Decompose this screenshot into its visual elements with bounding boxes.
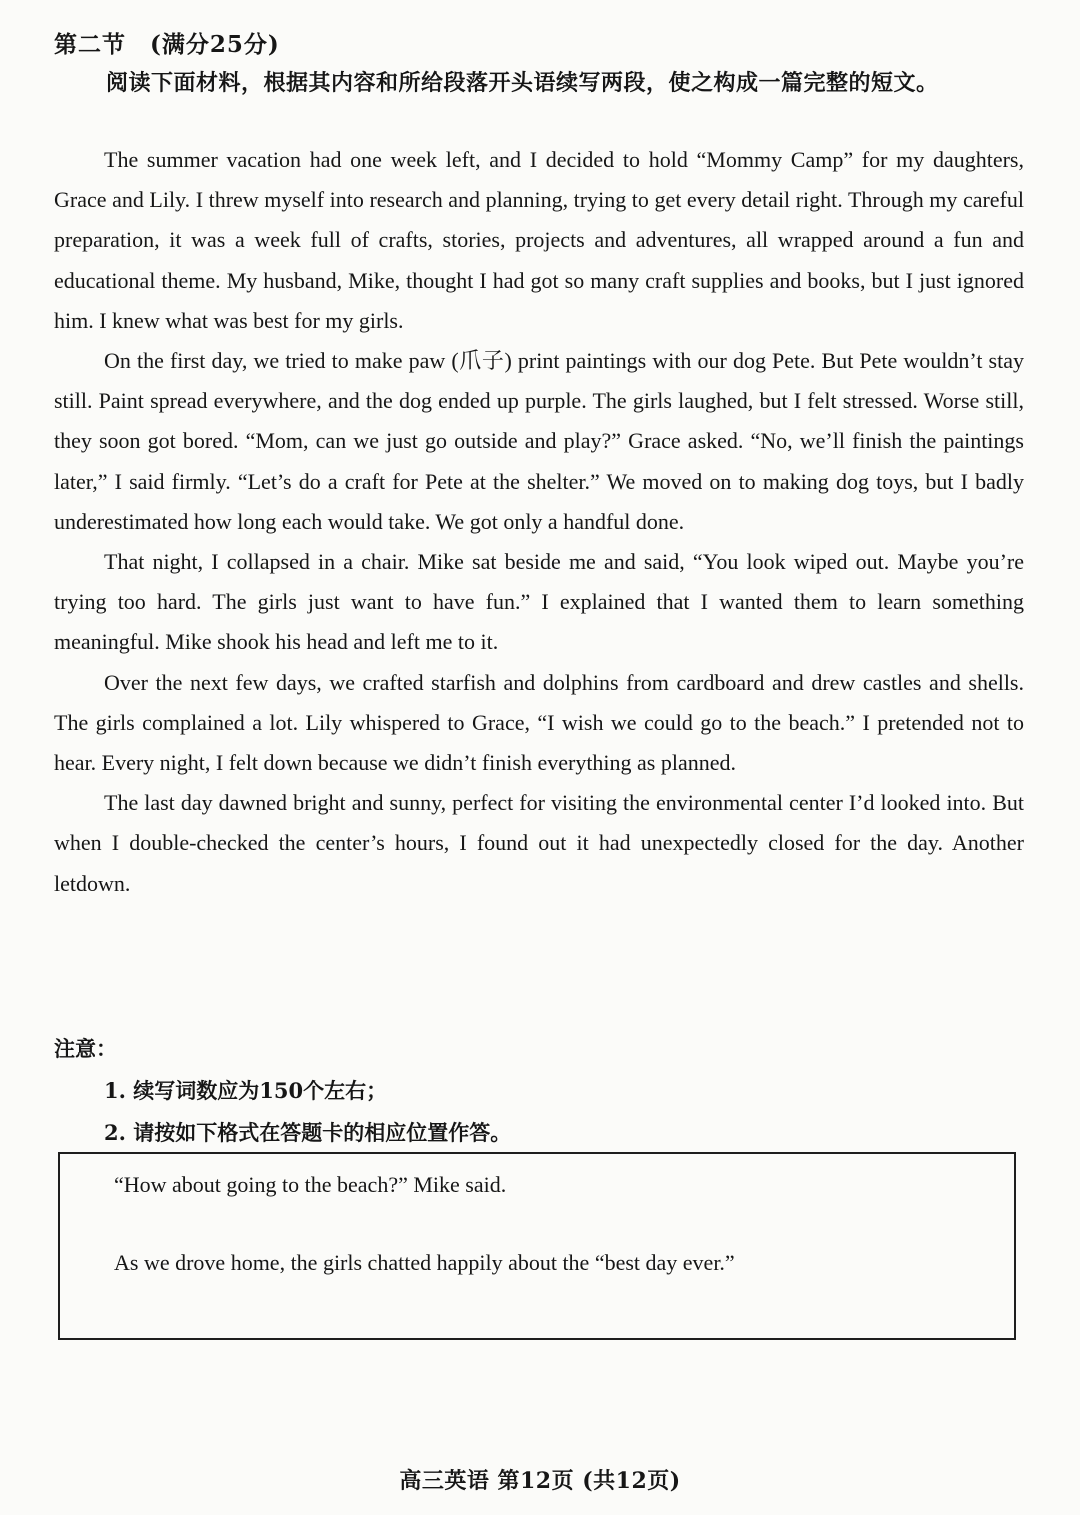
section-title: 第二节 (满分25分): [54, 31, 280, 58]
answer-format-box: [58, 1152, 1016, 1340]
paragraph-starter-2: As we drove home, the girls chatted happily about the “best day ever.”: [114, 1250, 735, 1275]
reading-passage: [54, 140, 1024, 904]
note-item: 1. 续写词数应为150个左右；: [104, 1078, 388, 1103]
notes-title: 注意：: [54, 1036, 117, 1061]
passage-paragraph: On the first day, we tried to make paw (爪子) print paintings with our dog Pete. But Pete wouldn’t stay still. Paint spread everywhere, and the dog ended up purple. The girls laughed, but I felt stressed. Worse still, they soon got bored. “Mom, can we just go outside and play?” Grace asked. “No, we’ll finish the paintings later,” I said firmly. “Let’s do a craft for Pete at the shelter.” We moved on to making dog toys, but I badly underestimated how long each would take. We got only a handful done.: [54, 348, 1024, 534]
passage-paragraph: Over the next few days, we crafted starfish and dolphins from cardboard and drew castles and shells. The girls complained a lot. Lily whispered to Grace, “I wish we could go to the beach.” I pretended not to hear. Every night, I felt down because we didn’t finish everything as planned.: [54, 669, 1024, 776]
passage-paragraph: The summer vacation had one week left, and I decided to hold “Mommy Camp” for my daughters, Grace and Lily. I threw myself into research and planning, trying to get every detail right. Through my careful preparation, it was a week full of crafts, stories, projects and adventures, all wrapped around a fun and educational theme. My husband, Mike, thought I had got so many craft supplies and books, but I just ignored him. I knew what was best for my girls.: [54, 147, 1024, 333]
page-footer: 高三英语 第12页 (共12页): [399, 1468, 681, 1494]
paragraph-starter-1: “How about going to the beach?” Mike said.: [114, 1172, 507, 1197]
passage-paragraph: The last day dawned bright and sunny, perfect for visiting the environmental center I’d looked into. But when I double-checked the center’s hours, I found out it had unexpectedly closed for the day. Another letdown.: [54, 790, 1024, 896]
note-item: 2. 请按如下格式在答题卡的相应位置作答。: [104, 1120, 512, 1145]
passage-paragraph: That night, I collapsed in a chair. Mike sat beside me and said, “You look wiped out. Maybe you’re trying too hard. The girls just want to have fun.” I explained that I wanted them to learn something meaningful. Mike shook his head and left me to it.: [54, 549, 1024, 655]
notes-section: [54, 1028, 511, 1154]
task-instruction: 阅读下面材料，根据其内容和所给段落开头语续写两段，使之构成一篇完整的短文。: [106, 70, 939, 96]
